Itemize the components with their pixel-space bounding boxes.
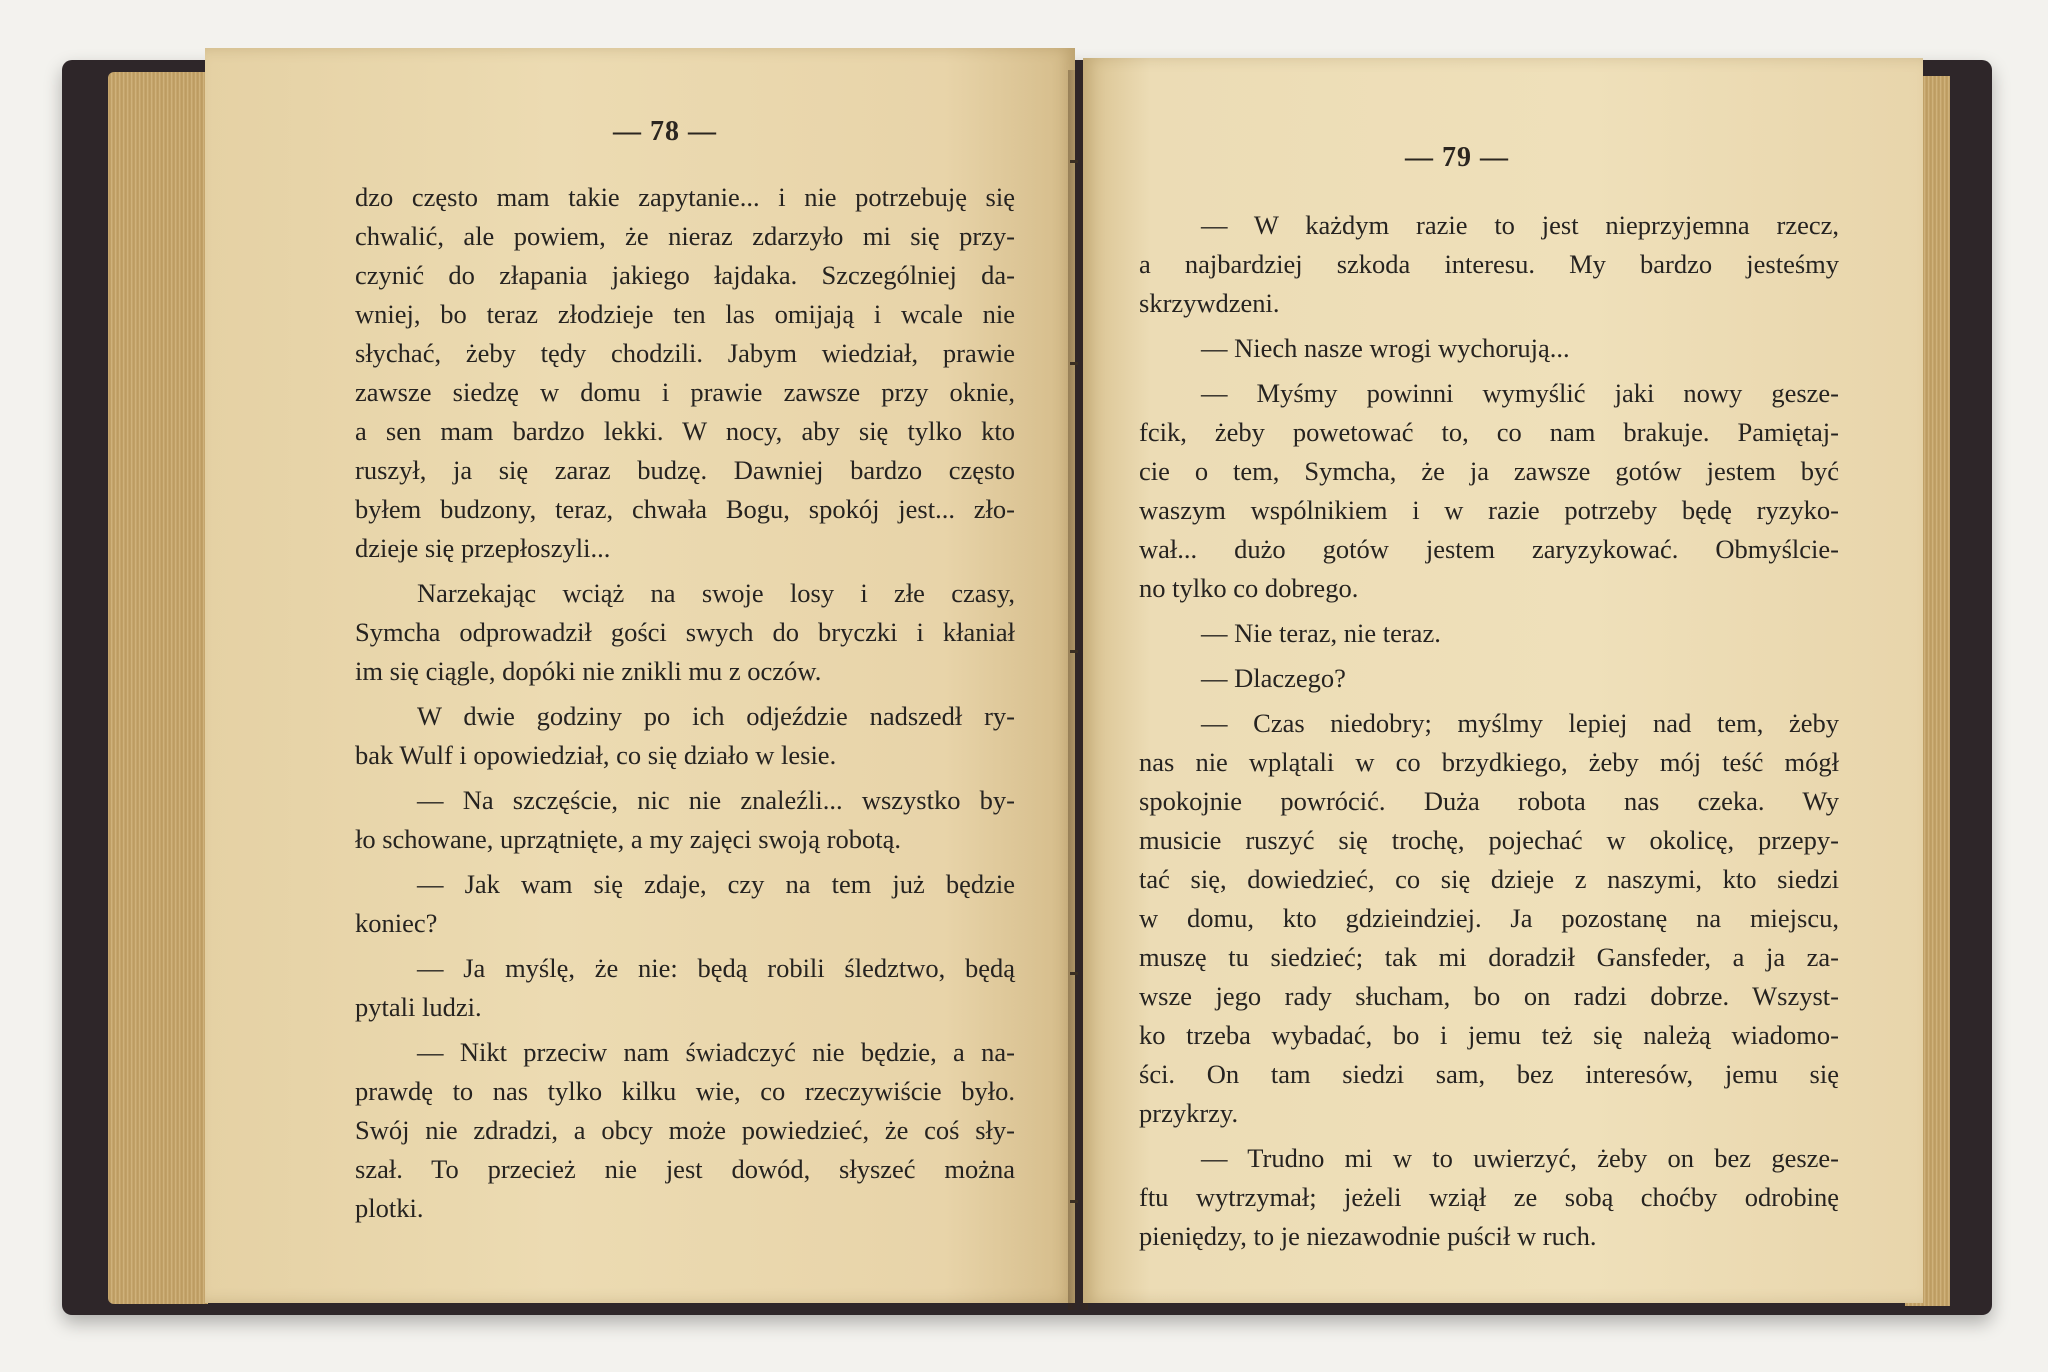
- binding-stitch: [1070, 1200, 1078, 1203]
- paragraph: [1139, 704, 1839, 1133]
- text-line: a najbardziej szkoda interesu. My bardzo jesteśmy: [1139, 249, 1839, 279]
- text-line: Swój nie zdradzi, a obcy może powiedzieć, że coś sły-: [355, 1115, 1015, 1145]
- text-line: muszę tu siedzieć; tak mi doradził Gansfeder, a ja za-: [1139, 942, 1839, 972]
- text-line: wsze jego rady słucham, bo on radzi dobrze. Wszyst-: [1139, 981, 1839, 1011]
- text-line: ści. On tam siedzi sam, bez interesów, jemu się: [1139, 1059, 1839, 1089]
- text-line: ło schowane, uprzątnięte, a my zajęci swoją robotą.: [355, 824, 901, 854]
- paragraph: [1139, 374, 1839, 608]
- text-line: — Czas niedobry; myślmy lepiej nad tem, żeby: [1201, 708, 1839, 738]
- paragraph: [1139, 614, 1839, 653]
- text-line: ko trzeba wybadać, bo i jemu też się należą wiadomo-: [1139, 1020, 1839, 1050]
- text-line: — Nikt przeciw nam świadczyć nie będzie, a na-: [417, 1037, 1015, 1067]
- text-line: pytali ludzi.: [355, 992, 482, 1022]
- text-line: — Trudno mi w to uwierzyć, żeby on bez gesze-: [1201, 1143, 1839, 1173]
- text-line: nas nie wplątali w co brzydkiego, żeby mój teść mógł: [1139, 747, 1839, 777]
- text-line: plotki.: [355, 1193, 424, 1223]
- text-line: dzieje się przepłoszyli...: [355, 533, 611, 563]
- paragraph: [1139, 206, 1839, 323]
- text-line: musicie ruszyć się trochę, pojechać w okolicę, przepy-: [1139, 825, 1839, 855]
- paragraph: [355, 574, 1015, 691]
- text-line: słychać, żeby tędy chodzili. Jabym wiedział, prawie: [355, 338, 1015, 368]
- paragraph: [355, 1033, 1015, 1228]
- text-line: spokojnie powrócić. Duża robota nas czeka. Wy: [1139, 786, 1839, 816]
- text-line: no tylko co dobrego.: [1139, 573, 1359, 603]
- paragraph: [1139, 329, 1839, 368]
- text-line: fcik, żeby powetować to, co nam brakuje. Pamiętaj-: [1139, 417, 1839, 447]
- text-line: Symcha odprowadził gości swych do bryczki i kłaniał: [355, 617, 1015, 647]
- text-line: bak Wulf i opowiedział, co się działo w lesie.: [355, 740, 837, 770]
- binding-stitch: [1070, 362, 1078, 365]
- right-page: [1083, 58, 1923, 1303]
- text-line: wał... dużo gotów jestem zaryzykować. Obmyślcie-: [1139, 534, 1839, 564]
- paragraph: [355, 865, 1015, 943]
- paragraph: [355, 781, 1015, 859]
- page-number-left: — 78 —: [613, 116, 717, 147]
- binding-stitch: [1070, 160, 1078, 163]
- text-line: przykrzy.: [1139, 1098, 1239, 1128]
- text-line: ruszył, ja się zaraz budzę. Dawniej bardzo często: [355, 455, 1015, 485]
- left-page-edges: [108, 72, 208, 1304]
- paragraph: [355, 697, 1015, 775]
- text-line: dzo często mam takie zapytanie... i nie potrzebuję się: [355, 182, 1015, 212]
- right-page-text: [1139, 206, 1839, 1256]
- text-line: — Nie teraz, nie teraz.: [1201, 618, 1441, 648]
- text-line: — Ja myślę, że nie: będą robili śledztwo, będą: [417, 953, 1015, 983]
- text-line: prawdę to nas tylko kilku wie, co rzeczywiście było.: [355, 1076, 1015, 1106]
- text-line: pieniędzy, to je niezawodnie puścił w ruch.: [1139, 1221, 1597, 1251]
- text-line: im się ciągle, dopóki nie znikli mu z oczów.: [355, 656, 822, 686]
- text-line: — W każdym razie to jest nieprzyjemna rzecz,: [1201, 210, 1839, 240]
- text-line: — Dlaczego?: [1201, 663, 1346, 693]
- text-line: a sen mam bardzo lekki. W nocy, aby się tylko kto: [355, 416, 1015, 446]
- text-line: skrzywdzeni.: [1139, 288, 1280, 318]
- text-line: w domu, kto gdzieindziej. Ja pozostanę na miejscu,: [1139, 903, 1839, 933]
- text-line: tać się, dowiedzieć, co się dzieje z naszymi, kto siedzi: [1139, 864, 1839, 894]
- binding-stitch: [1070, 650, 1078, 653]
- text-line: Narzekając wciąż na swoje losy i złe czasy,: [417, 578, 1015, 608]
- text-line: koniec?: [355, 908, 438, 938]
- text-line: wniej, bo teraz złodzieje ten las omijają i wcale nie: [355, 299, 1015, 329]
- text-line: czynić do złapania jakiego łajdaka. Szczególniej da-: [355, 260, 1015, 290]
- page-number-right: — 79 —: [1405, 142, 1509, 173]
- binding-stitch: [1070, 972, 1078, 975]
- text-line: W dwie godziny po ich odjeździe nadszedł ry-: [417, 701, 1015, 731]
- text-line: chwalić, ale powiem, że nieraz zdarzyło mi się przy-: [355, 221, 1015, 251]
- text-line: — Jak wam się zdaje, czy na tem już będzie: [417, 869, 1015, 899]
- text-line: zawsze siedzę w domu i prawie zawsze przy oknie,: [355, 377, 1015, 407]
- text-line: — Na szczęście, nic nie znaleźli... wszystko by-: [417, 785, 1015, 815]
- text-line: — Myśmy powinni wymyślić jaki nowy gesze-: [1201, 378, 1839, 408]
- paragraph: [355, 178, 1015, 568]
- text-line: waszym wspólnikiem i w razie potrzeby będę ryzyko-: [1139, 495, 1839, 525]
- left-page-text: [355, 178, 1015, 1228]
- left-page: [205, 48, 1075, 1303]
- paragraph: [1139, 1139, 1839, 1256]
- text-line: ftu wytrzymał; jeżeli wziął ze sobą choćby odrobinę: [1139, 1182, 1839, 1212]
- paragraph: [1139, 659, 1839, 698]
- text-line: szał. To przecież nie jest dowód, słyszeć można: [355, 1154, 1015, 1184]
- text-line: cie o tem, Symcha, że ja zawsze gotów jestem być: [1139, 456, 1839, 486]
- paragraph: [355, 949, 1015, 1027]
- text-line: — Niech nasze wrogi wychorują...: [1201, 333, 1570, 363]
- text-line: byłem budzony, teraz, chwała Bogu, spokój jest... zło-: [355, 494, 1015, 524]
